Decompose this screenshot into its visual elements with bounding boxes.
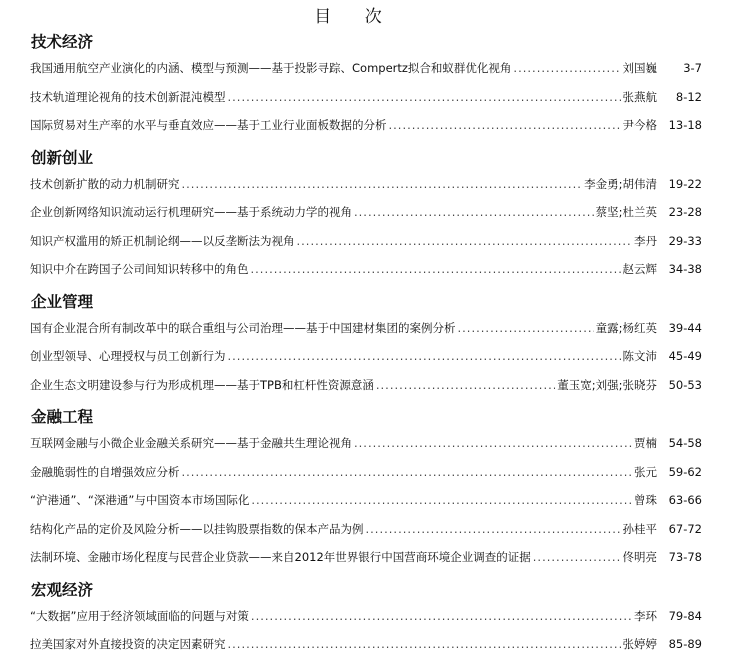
article-author: 李金勇;胡伟清 bbox=[584, 176, 657, 191]
toc-entry[interactable] bbox=[30, 429, 702, 458]
page-range: 54-58 bbox=[668, 436, 702, 450]
dot-leader bbox=[354, 198, 594, 227]
article-author: 曾珠 bbox=[634, 493, 657, 507]
toc-entry[interactable] bbox=[30, 486, 702, 515]
dot-leader bbox=[366, 515, 621, 544]
section-heading: 金融工程 bbox=[31, 408, 94, 426]
dot-leader bbox=[458, 314, 594, 343]
dot-leader bbox=[354, 429, 632, 458]
toc-entry[interactable] bbox=[30, 198, 702, 227]
section-heading: 创新创业 bbox=[31, 148, 94, 167]
article-title[interactable]: 金融脆弱性的自增强效应分析 bbox=[30, 464, 180, 479]
article-title[interactable]: 技术轨道理论视角的技术创新混沌模型 bbox=[30, 89, 226, 104]
section-entries bbox=[30, 429, 702, 572]
section-entries bbox=[30, 602, 702, 659]
page-range: 8-12 bbox=[675, 89, 702, 104]
toc-entry[interactable] bbox=[30, 83, 702, 112]
dot-leader bbox=[251, 602, 632, 631]
section-entries bbox=[30, 314, 702, 400]
page-range: 34-38 bbox=[668, 262, 702, 276]
article-author: 董玉宽;刘强;张晓芬 bbox=[557, 377, 657, 392]
article-author: 陈文沛 bbox=[622, 349, 657, 363]
toc-entry[interactable] bbox=[30, 342, 702, 371]
dot-leader bbox=[182, 170, 583, 199]
dot-leader bbox=[182, 458, 633, 487]
article-title[interactable]: 结构化产品的定价及风险分析——以挂钩股票指数的保本产品为例 bbox=[30, 521, 364, 536]
article-title[interactable]: 国际贸易对生产率的水平与垂直效应——基于工业行业面板数据的分析 bbox=[30, 118, 387, 132]
article-title[interactable]: 企业创新网络知识流动运行机理研究——基于系统动力学的视角 bbox=[30, 205, 352, 219]
page-range: 23-28 bbox=[668, 205, 702, 219]
toc-entry[interactable] bbox=[30, 458, 702, 487]
page-range: 45-49 bbox=[668, 349, 702, 363]
toc-entry[interactable] bbox=[30, 54, 702, 83]
article-title[interactable]: 互联网金融与小微企业金融关系研究——基于金融共生理论视角 bbox=[30, 436, 352, 450]
page-range: 29-33 bbox=[668, 233, 702, 248]
article-title[interactable]: “沪港通”、“深港通”与中国资本市场国际化 bbox=[30, 493, 250, 507]
dot-leader bbox=[228, 342, 621, 371]
page-range: 13-18 bbox=[668, 118, 702, 132]
page-range: 3-7 bbox=[683, 61, 702, 75]
toc-entry[interactable] bbox=[30, 170, 702, 199]
article-author: 贾楠 bbox=[634, 436, 657, 450]
page-range: 19-22 bbox=[668, 176, 702, 191]
article-author: 佟明亮 bbox=[622, 550, 657, 564]
section-heading: 企业管理 bbox=[31, 292, 94, 311]
toc-entry[interactable] bbox=[30, 602, 702, 631]
article-author: 童露;杨红英 bbox=[595, 320, 657, 335]
table-of-contents bbox=[30, 30, 702, 665]
article-author: 张元 bbox=[634, 464, 657, 479]
page-range: 73-78 bbox=[668, 550, 702, 564]
article-author: 尹今格 bbox=[622, 118, 657, 132]
dot-leader bbox=[228, 630, 621, 659]
page-title: 目 次 bbox=[314, 7, 396, 27]
toc-entry[interactable] bbox=[30, 630, 702, 659]
page-range: 67-72 bbox=[668, 521, 702, 536]
dot-leader bbox=[533, 543, 621, 572]
article-title[interactable]: 企业生态文明建设参与行为形成机理——基于TPB和杠杆性资源意涵 bbox=[30, 377, 374, 392]
page-range: 85-89 bbox=[668, 637, 702, 651]
article-title[interactable]: 知识中介在跨国子公司间知识转移中的角色 bbox=[30, 262, 249, 276]
dot-leader bbox=[297, 227, 633, 256]
dot-leader bbox=[389, 111, 621, 140]
article-title[interactable]: 创业型领导、心理授权与员工创新行为 bbox=[30, 349, 226, 363]
toc-entry[interactable] bbox=[30, 255, 702, 284]
article-author: 刘国巍 bbox=[622, 61, 657, 75]
section-heading: 宏观经济 bbox=[31, 580, 94, 599]
page-range: 50-53 bbox=[668, 377, 702, 392]
article-title[interactable]: 法制环境、金融市场化程度与民营企业贷款——来自2012年世界银行中国营商环境企业调查的证据 bbox=[30, 550, 531, 564]
toc-entry[interactable] bbox=[30, 111, 702, 140]
article-title[interactable]: 知识产权滥用的矫正机制论纲——以反垄断法为视角 bbox=[30, 233, 295, 248]
dot-leader bbox=[228, 83, 621, 112]
toc-entry[interactable] bbox=[30, 371, 702, 400]
article-author: 张燕航 bbox=[622, 89, 657, 104]
page-range: 63-66 bbox=[668, 493, 702, 507]
article-title[interactable]: 我国通用航空产业演化的内涵、模型与预测——基于投影寻踪、Compertz拟合和蚁群优化视角 bbox=[30, 61, 512, 75]
section-entries bbox=[30, 54, 702, 140]
article-title[interactable]: 技术创新扩散的动力机制研究 bbox=[30, 176, 180, 191]
article-author: 孙桂平 bbox=[622, 521, 657, 536]
dot-leader bbox=[513, 54, 620, 83]
article-author: 赵云辉 bbox=[622, 262, 657, 276]
toc-entry[interactable] bbox=[30, 515, 702, 544]
section-heading: 技术经济 bbox=[31, 33, 94, 51]
toc-entry[interactable] bbox=[30, 543, 702, 572]
dot-leader bbox=[251, 486, 632, 515]
article-author: 蔡坚;杜兰英 bbox=[595, 205, 657, 219]
article-author: 李环 bbox=[634, 608, 657, 623]
dot-leader bbox=[376, 371, 555, 400]
page-range: 79-84 bbox=[668, 608, 702, 623]
dot-leader bbox=[251, 255, 621, 284]
article-title[interactable]: “大数据”应用于经济领域面临的问题与对策 bbox=[30, 608, 249, 623]
page-range: 39-44 bbox=[668, 320, 702, 335]
article-title[interactable]: 拉美国家对外直接投资的决定因素研究 bbox=[30, 637, 226, 651]
page-range: 59-62 bbox=[668, 464, 702, 479]
article-author: 李丹 bbox=[634, 233, 657, 248]
article-title[interactable]: 国有企业混合所有制改革中的联合重组与公司治理——基于中国建材集团的案例分析 bbox=[30, 320, 456, 335]
toc-entry[interactable] bbox=[30, 227, 702, 256]
article-author: 张婷婷 bbox=[622, 637, 657, 651]
section-entries bbox=[30, 170, 702, 284]
toc-entry[interactable] bbox=[30, 314, 702, 343]
